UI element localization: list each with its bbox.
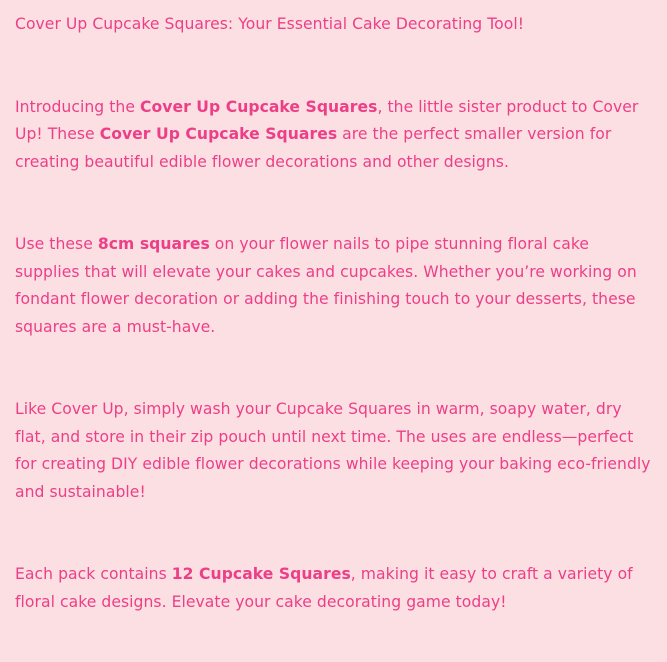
product-name-bold: Cover Up Cupcake Squares — [139, 97, 378, 116]
paragraph-usage — [15, 231, 652, 341]
product-name-bold: Cover Up Cupcake Squares — [99, 125, 338, 143]
paragraph-pack-text-2: , making it easy to craft a variety of floral cake designs. Elevate your cake decorating game today! — [15, 565, 633, 611]
pack-count-bold: 12 Cupcake Squares — [171, 565, 351, 583]
paragraph-intro-text-1: Introducing the — [15, 97, 140, 116]
paragraph-pack-text-1: Each pack contains — [15, 565, 172, 583]
description-title: Cover Up Cupcake Squares: Your Essential Cake Decorating Tool! — [15, 15, 525, 33]
paragraph-intro-text-2: , the little sister product to Cover Up! These — [15, 97, 639, 143]
paragraph-care — [15, 396, 652, 506]
paragraph-usage-text-2: on your flower nails to pipe stunning floral cake supplies that will elevate your cakes and cupcakes. Whether you’re working on fondant flower decoration or adding the finishing touch to your desserts, these squares are a must-have. — [15, 235, 637, 336]
paragraph-pack-contents — [15, 561, 652, 616]
paragraph-intro — [15, 94, 652, 177]
paragraph-intro-text-3: are the perfect smaller version for creating beautiful edible flower decorations and other designs. — [15, 125, 612, 171]
square-size-bold: 8cm squares — [97, 235, 210, 253]
paragraph-usage-text-1: Use these — [15, 235, 98, 253]
paragraph-care-text: Like Cover Up, simply wash your Cupcake Squares in warm, soapy water, dry flat, and store in their zip pouch until next time. The uses are endless—perfect for creating DIY edible flower decorations while keeping your baking eco-friendly and sustainable! — [15, 400, 651, 501]
